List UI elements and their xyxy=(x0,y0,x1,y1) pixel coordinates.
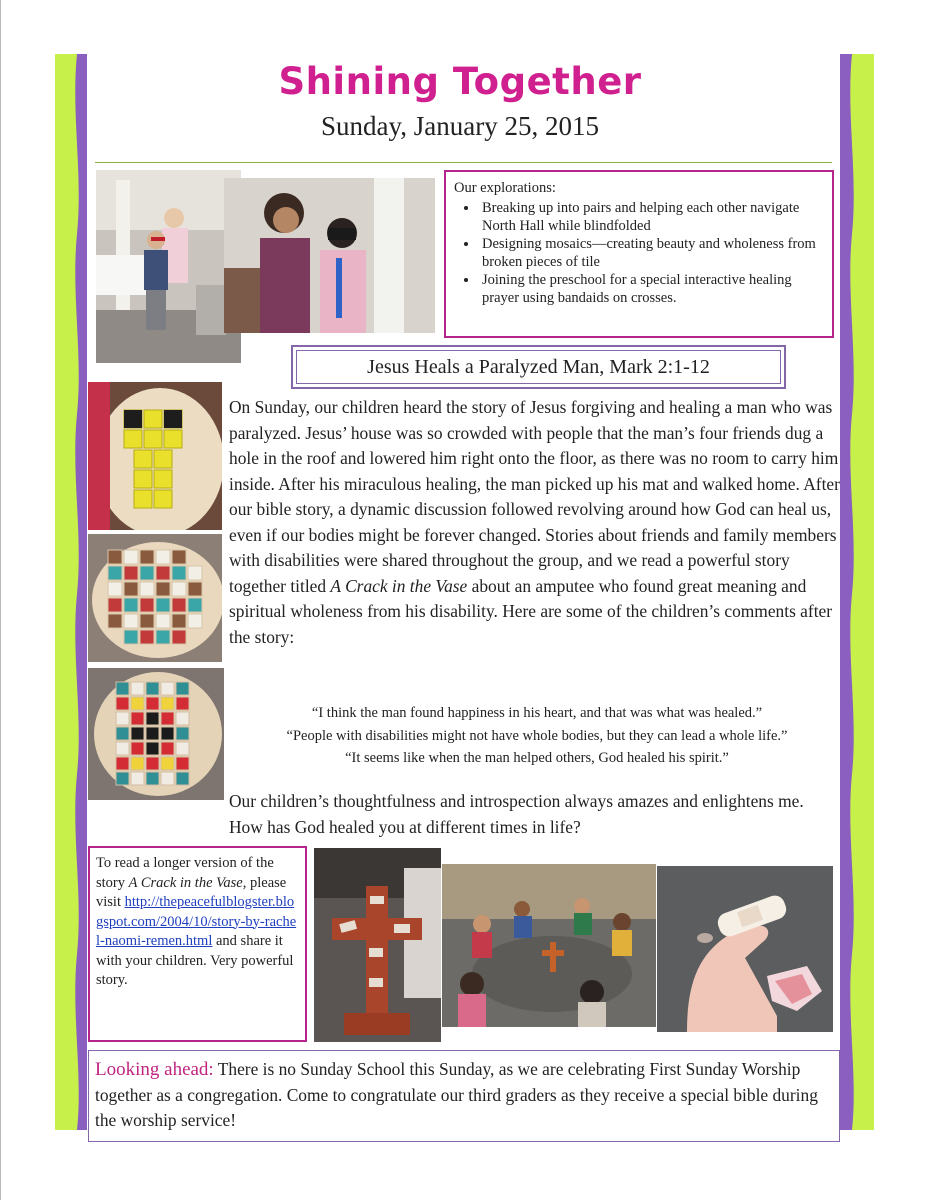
header-divider xyxy=(95,162,832,163)
left-wavy-border xyxy=(55,54,87,1130)
quote: “It seems like when the man helped others, God healed his spirit.” xyxy=(345,750,729,766)
story-body-part1: On Sunday, our children heard the story of Jesus forgiving and healing a man who was paralyzed. Jesus’ house was so crowded with people that the man’s four friends dug a hole in the roof and lowered him right onto the floor, as there was no room to carry him inside. After his miraculous healing, the man picked up his mat and walked home. After our bible story, a dynamic discussion followed revolving around how God can heal us, even if our bodies might be forever changed. Stories about friends and family members with disabilities were shared throughout the group, and we read a powerful story together titled xyxy=(229,397,840,596)
photo-prayer-circle xyxy=(442,864,656,1027)
explorations-list xyxy=(454,199,824,307)
story-body-part2: about an amputee who found great meaning and spiritual wholeness from his disability. Here are some of the children’s comments after the story: xyxy=(229,575,833,647)
looking-ahead-label: Looking ahead: xyxy=(95,1059,214,1080)
list-item: • Breaking up into pairs and helping each other navigate North Hall while blindfolded xyxy=(479,199,824,235)
photo-girls-blindfolded xyxy=(224,178,435,333)
story-link[interactable]: http://thepeacefulblogster.blogspot.com/2004/10/story-by-rachel-naomi-remen.html xyxy=(96,894,297,949)
list-item: • Designing mosaics—creating beauty and wholeness from broken pieces of tile xyxy=(479,235,824,271)
photo-bandaid-finger xyxy=(657,866,833,1032)
list-item: • Joining the preschool for a special interactive healing prayer using bandaids on crosses. xyxy=(479,271,824,307)
photo-symmetric-mosaic xyxy=(88,668,224,800)
story-heading-box xyxy=(291,345,786,389)
quote: “People with disabilities might not have whole bodies, but they can lead a whole life.” xyxy=(286,727,788,744)
story-book-title: A Crack in the Vase xyxy=(330,575,468,596)
quote: “I think the man found happiness in his heart, and that was what was healed.” xyxy=(311,705,763,721)
photo-checkered-mosaic xyxy=(88,534,222,662)
story-closing: Our children’s thoughtfulness and introspection always amazes and enlightens me. How has God healed you at different times in life? xyxy=(229,791,804,837)
looking-ahead-text: There is no Sunday School this Sunday, as we are celebrating First Sunday Worship together as a congregation. Come to congratulate our third graders as they receive a special bible during the worship service! xyxy=(95,1059,818,1130)
link-box-text-mid: , please visit xyxy=(96,874,287,910)
children-quotes xyxy=(229,702,845,770)
explorations-heading: Our explorations: xyxy=(454,180,556,196)
photo-yellow-cross-mosaic xyxy=(88,382,222,530)
right-wavy-border xyxy=(840,54,874,1130)
link-box-text-before: To read a longer version of the story xyxy=(96,855,274,891)
story-body xyxy=(229,395,841,650)
further-reading-box xyxy=(88,846,307,1042)
page-edge xyxy=(0,0,1,1200)
looking-ahead-box xyxy=(88,1050,840,1142)
link-box-book-title: A Crack in the Vase xyxy=(128,874,243,891)
link-box-text-after: and share it with your children. Very powerful story. xyxy=(96,933,294,988)
newsletter-title: Shining Together xyxy=(278,60,642,103)
explorations-box xyxy=(444,170,834,338)
photo-blindfold-walk xyxy=(96,170,241,363)
story-heading: Jesus Heals a Paralyzed Man, Mark 2:1-12 xyxy=(296,350,781,384)
newsletter-date: Sunday, January 25, 2015 xyxy=(321,111,599,141)
photo-bandaid-cross xyxy=(314,848,441,1042)
